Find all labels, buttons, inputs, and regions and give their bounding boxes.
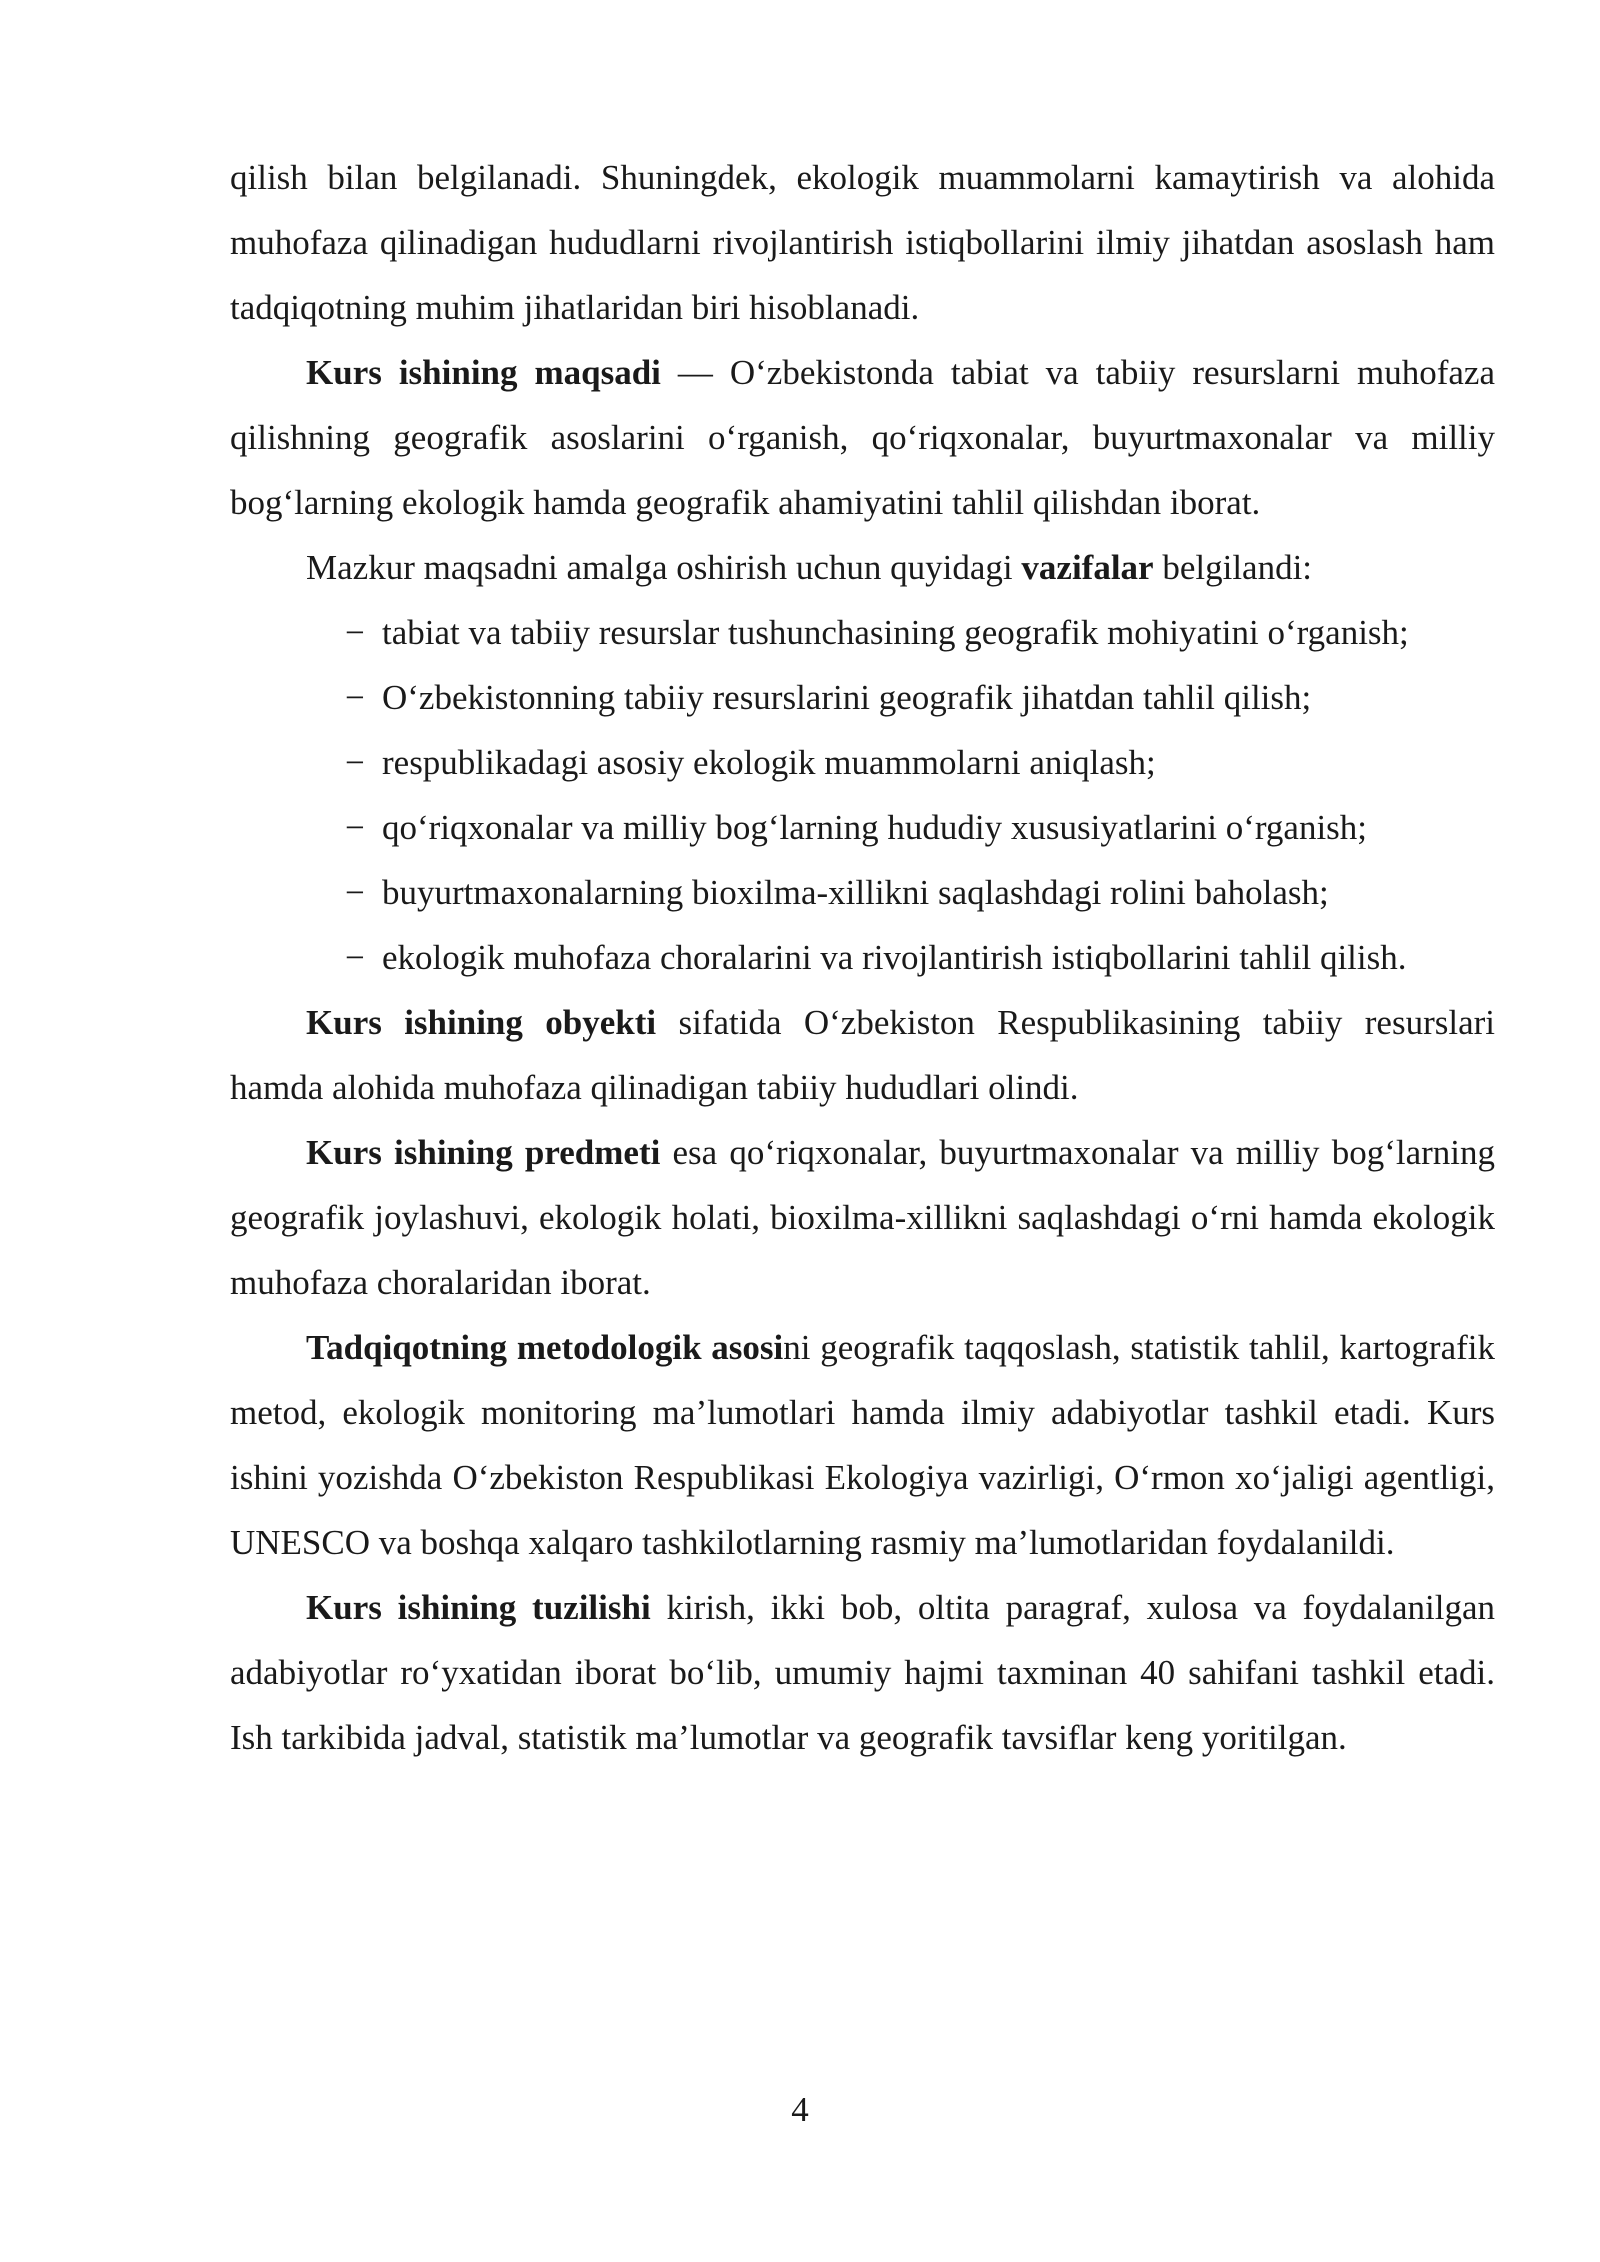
- list-bullet: −: [345, 743, 365, 782]
- list-item: [230, 925, 1495, 990]
- list-item-text: qo‘riqxonalar va milliy bog‘larning hududiy xususiyatlarini o‘rganish;: [382, 808, 1368, 847]
- structure-text: kirish, ikki bob, oltita paragraf, xulosa va foydalanilgan adabiyotlar ro‘yxatidan iborat bo‘lib, umumiy hajmi taxminan 40 sahifani tashkil etadi. Ish tarkibida jadval, statistik ma’lumotlar va geografik tavsiflar keng yoritilgan.: [230, 1588, 1495, 1757]
- list-item: [230, 665, 1495, 730]
- tasks-label: vazifalar: [1021, 548, 1154, 587]
- list-bullet: −: [345, 808, 365, 847]
- tasks-intro-before: Mazkur maqsadni amalga oshirish uchun quyidagi: [306, 548, 1022, 587]
- object-label: Kurs ishining obyekti: [306, 1003, 657, 1042]
- tasks-intro-after: belgilandi:: [1153, 548, 1313, 587]
- list-item: [230, 795, 1495, 860]
- list-bullet: −: [345, 678, 365, 717]
- list-bullet: −: [345, 873, 365, 912]
- subject-text: esa qo‘riqxonalar, buyurtmaxonalar va milliy bog‘larning geografik joylashuvi, ekologik holati, bioxilma-xillikni saqlashdagi o‘rni hamda ekologik muhofaza choralaridan iborat.: [230, 1133, 1495, 1302]
- methodology-text: ni geografik taqqoslash, statistik tahlil, kartografik metod, ekologik monitoring ma’lumotlari hamda ilmiy adabiyotlar tashkil etadi. Kurs ishini yozishda O‘zbekiston Respublikasi Ekologiya vazirligi, O‘rmon xo‘jaligi agentligi, UNESCO va boshqa xalqaro tashkilotlarning rasmiy ma’lumotlaridan foydalanildi.: [230, 1328, 1495, 1562]
- structure-label: Kurs ishining tuzilishi: [306, 1588, 651, 1627]
- document-page: [230, 145, 1495, 1770]
- subject-label: Kurs ishining predmeti: [306, 1133, 661, 1172]
- subject-paragraph: [230, 1120, 1495, 1315]
- object-text: sifatida O‘zbekiston Respublikasining tabiiy resurslari hamda alohida muhofaza qilinadigan tabiiy hududlari olindi.: [230, 1003, 1495, 1107]
- list-item-text: respublikadagi asosiy ekologik muammolarni aniqlash;: [382, 743, 1156, 782]
- list-bullet: −: [345, 613, 365, 652]
- list-bullet: −: [345, 938, 365, 977]
- list-item-text: O‘zbekistonning tabiiy resurslarini geografik jihatdan tahlil qilish;: [382, 678, 1312, 717]
- list-item: [230, 860, 1495, 925]
- list-item-text: ekologik muhofaza choralarini va rivojlantirish istiqbollarini tahlil qilish.: [382, 938, 1407, 977]
- purpose-paragraph: [230, 340, 1495, 535]
- tasks-list: [230, 600, 1495, 990]
- purpose-label: Kurs ishining maqsadi: [306, 353, 661, 392]
- methodology-label: Tadqiqotning metodologik asosi: [306, 1328, 784, 1367]
- page-number: 4: [791, 2090, 809, 2129]
- list-item-text: buyurtmaxonalarning bioxilma-xillikni saqlashdagi rolini baholash;: [382, 873, 1329, 912]
- list-item: [230, 730, 1495, 795]
- object-paragraph: [230, 990, 1495, 1120]
- purpose-text: — O‘zbekistonda tabiat va tabiiy resurslarni muhofaza qilishning geografik asoslarini o‘rganish, qo‘riqxonalar, buyurtmaxonalar va milliy bog‘larning ekologik hamda geografik ahamiyatini tahlil qilishdan iborat.: [230, 353, 1495, 522]
- tasks-intro-paragraph: [230, 535, 1495, 600]
- methodology-paragraph: [230, 1315, 1495, 1575]
- intro-text: qilish bilan belgilanadi. Shuningdek, ekologik muammolarni kamaytirish va alohida muhofaza qilinadigan hududlarni rivojlantirish istiqbollarini ilmiy jihatdan asoslash ham tadqiqotning muhim jihatlaridan biri hisoblanadi.: [230, 158, 1495, 327]
- structure-paragraph: [230, 1575, 1495, 1770]
- list-item: [230, 600, 1495, 665]
- list-item-text: tabiat va tabiiy resurslar tushunchasining geografik mohiyatini o‘rganish;: [382, 613, 1409, 652]
- intro-paragraph: [230, 145, 1495, 340]
